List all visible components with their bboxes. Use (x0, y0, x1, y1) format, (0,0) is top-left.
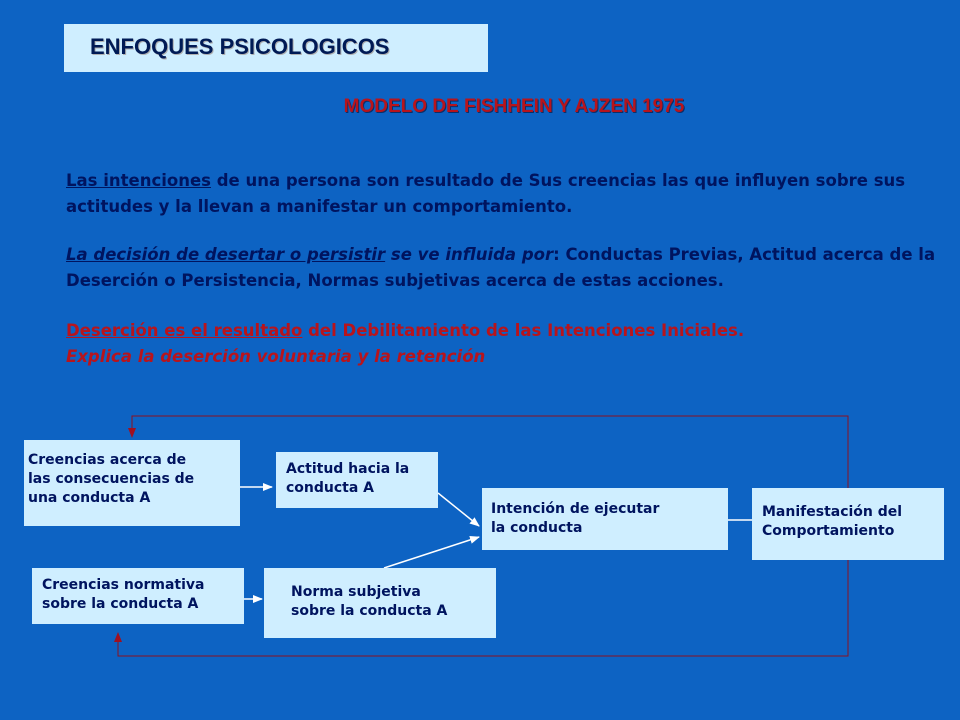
box-line: Norma subjetiva (291, 584, 421, 600)
box-line: conducta A (286, 480, 375, 496)
arrow-attitude-to-intention (438, 493, 479, 526)
box-line: sobre la conducta A (42, 596, 199, 612)
feedback-arrow-bottom (114, 632, 122, 642)
box-line: la conducta (491, 520, 583, 536)
attitude-box (276, 452, 438, 508)
decision-italic: se ve influida por (385, 245, 554, 264)
box-line: Creencias acerca de (28, 452, 187, 468)
beliefs-consequences-box (24, 440, 240, 526)
decision-term: La decisión de desertar o persistir (66, 245, 386, 264)
intention-box (482, 488, 728, 550)
desertion-explanation: Explica la deserción voluntaria y la retención (66, 347, 486, 366)
box-line: Manifestación del (762, 504, 903, 520)
desertion-text: del Debilitamiento de las Intenciones Iniciales. (302, 321, 745, 340)
box-line: Actitud hacia la (286, 461, 410, 477)
intentions-text: de una persona son resultado de Sus creencias las que influyen sobre sus actitudes y la llevan a manifestar un comportamiento. (66, 171, 906, 216)
box-line: Comportamiento (762, 523, 895, 539)
subjective-norm-box (264, 568, 496, 638)
behavior-box (752, 488, 944, 560)
page-title: ENFOQUES PSICOLOGICOS (90, 34, 390, 59)
desertion-term: Deserción es el resultado (66, 321, 303, 340)
box-line: Creencias normativa (42, 577, 205, 593)
box-line: una conducta A (28, 490, 151, 506)
decision-text: : Conductas Previas, Actitud acerca de la Deserción o Persistencia, Normas subjetivas acerca de estas acciones. (66, 245, 936, 290)
arrow-norm-to-intention (384, 537, 479, 568)
box-line: Intención de ejecutar (491, 501, 660, 517)
feedback-arrow-top (128, 428, 136, 438)
model-subtitle: MODELO DE FISHHEIN Y AJZEN 1975 (343, 96, 685, 117)
intentions-term: Las intenciones (66, 171, 211, 190)
normative-beliefs-box (32, 568, 244, 624)
box-line: las consecuencias de (28, 471, 195, 487)
box-line: sobre la conducta A (291, 603, 448, 619)
